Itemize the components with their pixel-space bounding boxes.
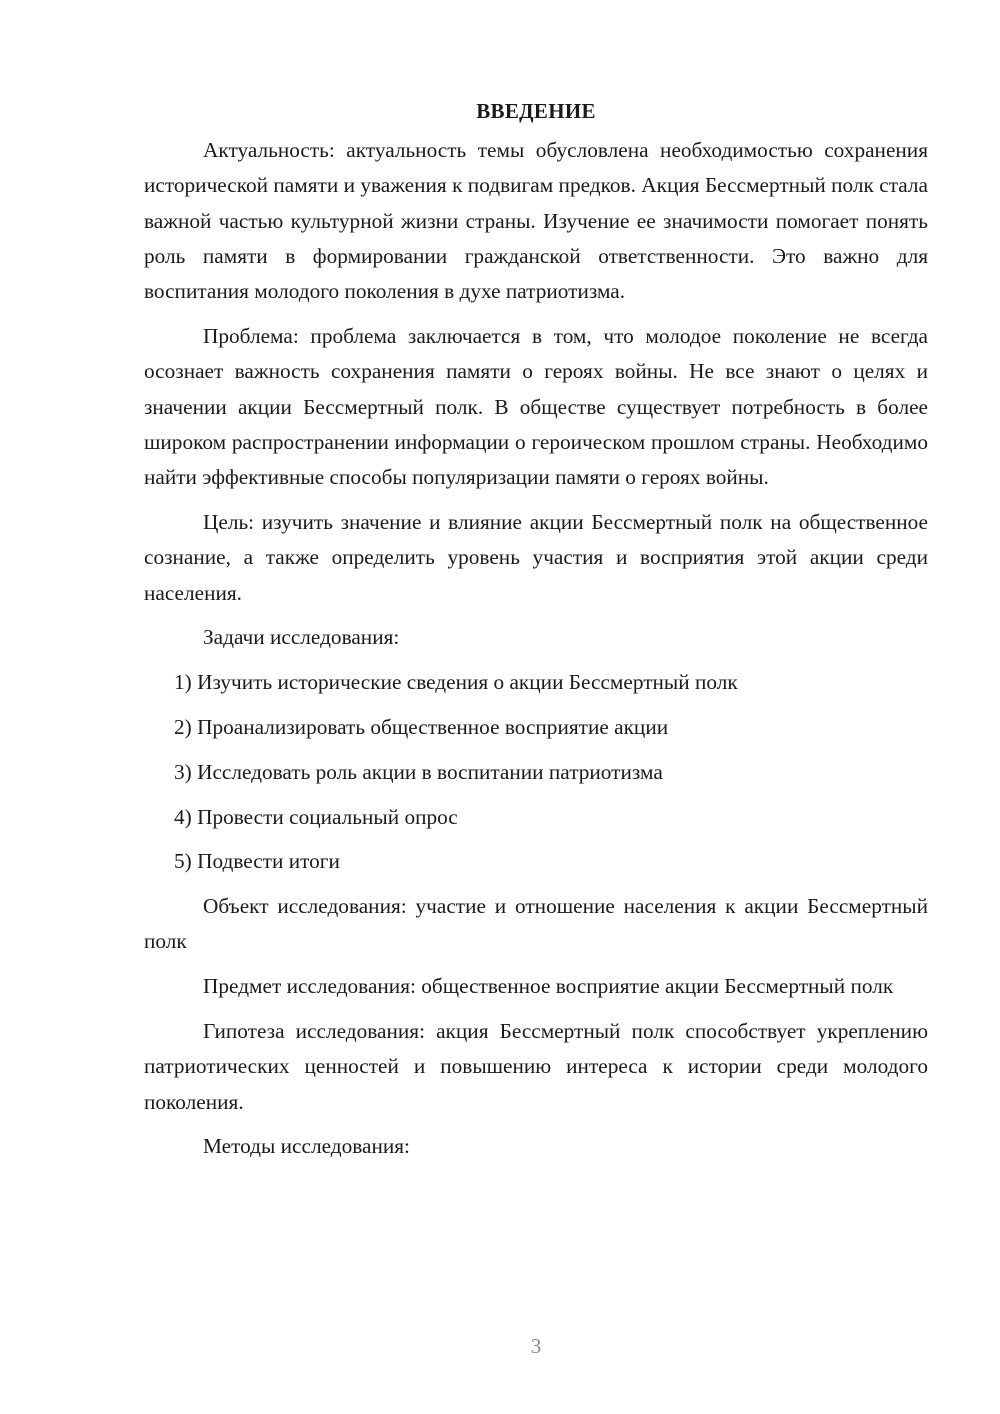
task-item: 2) Проанализировать общественное восприятие акции: [174, 714, 669, 739]
object-paragraph: Объект исследования: участие и отношение населения к акции Бессмертный полк: [144, 894, 928, 954]
page-number: 3: [530, 1334, 542, 1358]
tasks-list: [144, 665, 928, 879]
methods-heading: Методы исследования:: [203, 1134, 410, 1159]
tasks-heading: Задачи исследования:: [203, 625, 400, 650]
section-title: ВВЕДЕНИЕ: [476, 99, 596, 123]
subject-paragraph: Предмет исследования: общественное восприятие акции Бессмертный полк: [203, 974, 894, 999]
task-item: 1) Изучить исторические сведения о акции Бессмертный полк: [174, 670, 738, 695]
task-item: 4) Провести социальный опрос: [174, 804, 458, 829]
task-item: 3) Исследовать роль акции в воспитании патриотизма: [174, 759, 663, 784]
hypothesis-paragraph: Гипотеза исследования: акция Бессмертный полк способствует укреплению патриотических ценностей и повышению интереса к истории среди молодого поколения.: [144, 1019, 928, 1114]
task-item: 5) Подвести итоги: [174, 849, 340, 874]
goal-paragraph: Цель: изучить значение и влияние акции Бессмертный полк на общественное сознание, а также определить уровень участия и восприятия этой акции среди населения.: [144, 509, 928, 605]
problem-paragraph: Проблема: проблема заключается в том, что молодое поколение не всегда осознает важность сохранения памяти о героях войны. Не все знают о целях и значении акции Бессмертный полк. В обществе существует потребность в более широком распространении информации о героическом прошлом страны. Необходимо найти эффективные способы популяризации памяти о героях войны.: [144, 323, 928, 490]
document-page: [144, 96, 928, 1174]
relevance-paragraph: Актуальность: актуальность темы обусловлена необходимостью сохранения исторической памяти и уважения к подвигам предков. Акция Бессмертный полк стала важной частью культурной жизни страны. Изучение ее значимости помогает понять роль памяти в формировании гражданской ответственности. Это важно для воспитания молодого поколения в духе патриотизма.: [144, 138, 928, 304]
